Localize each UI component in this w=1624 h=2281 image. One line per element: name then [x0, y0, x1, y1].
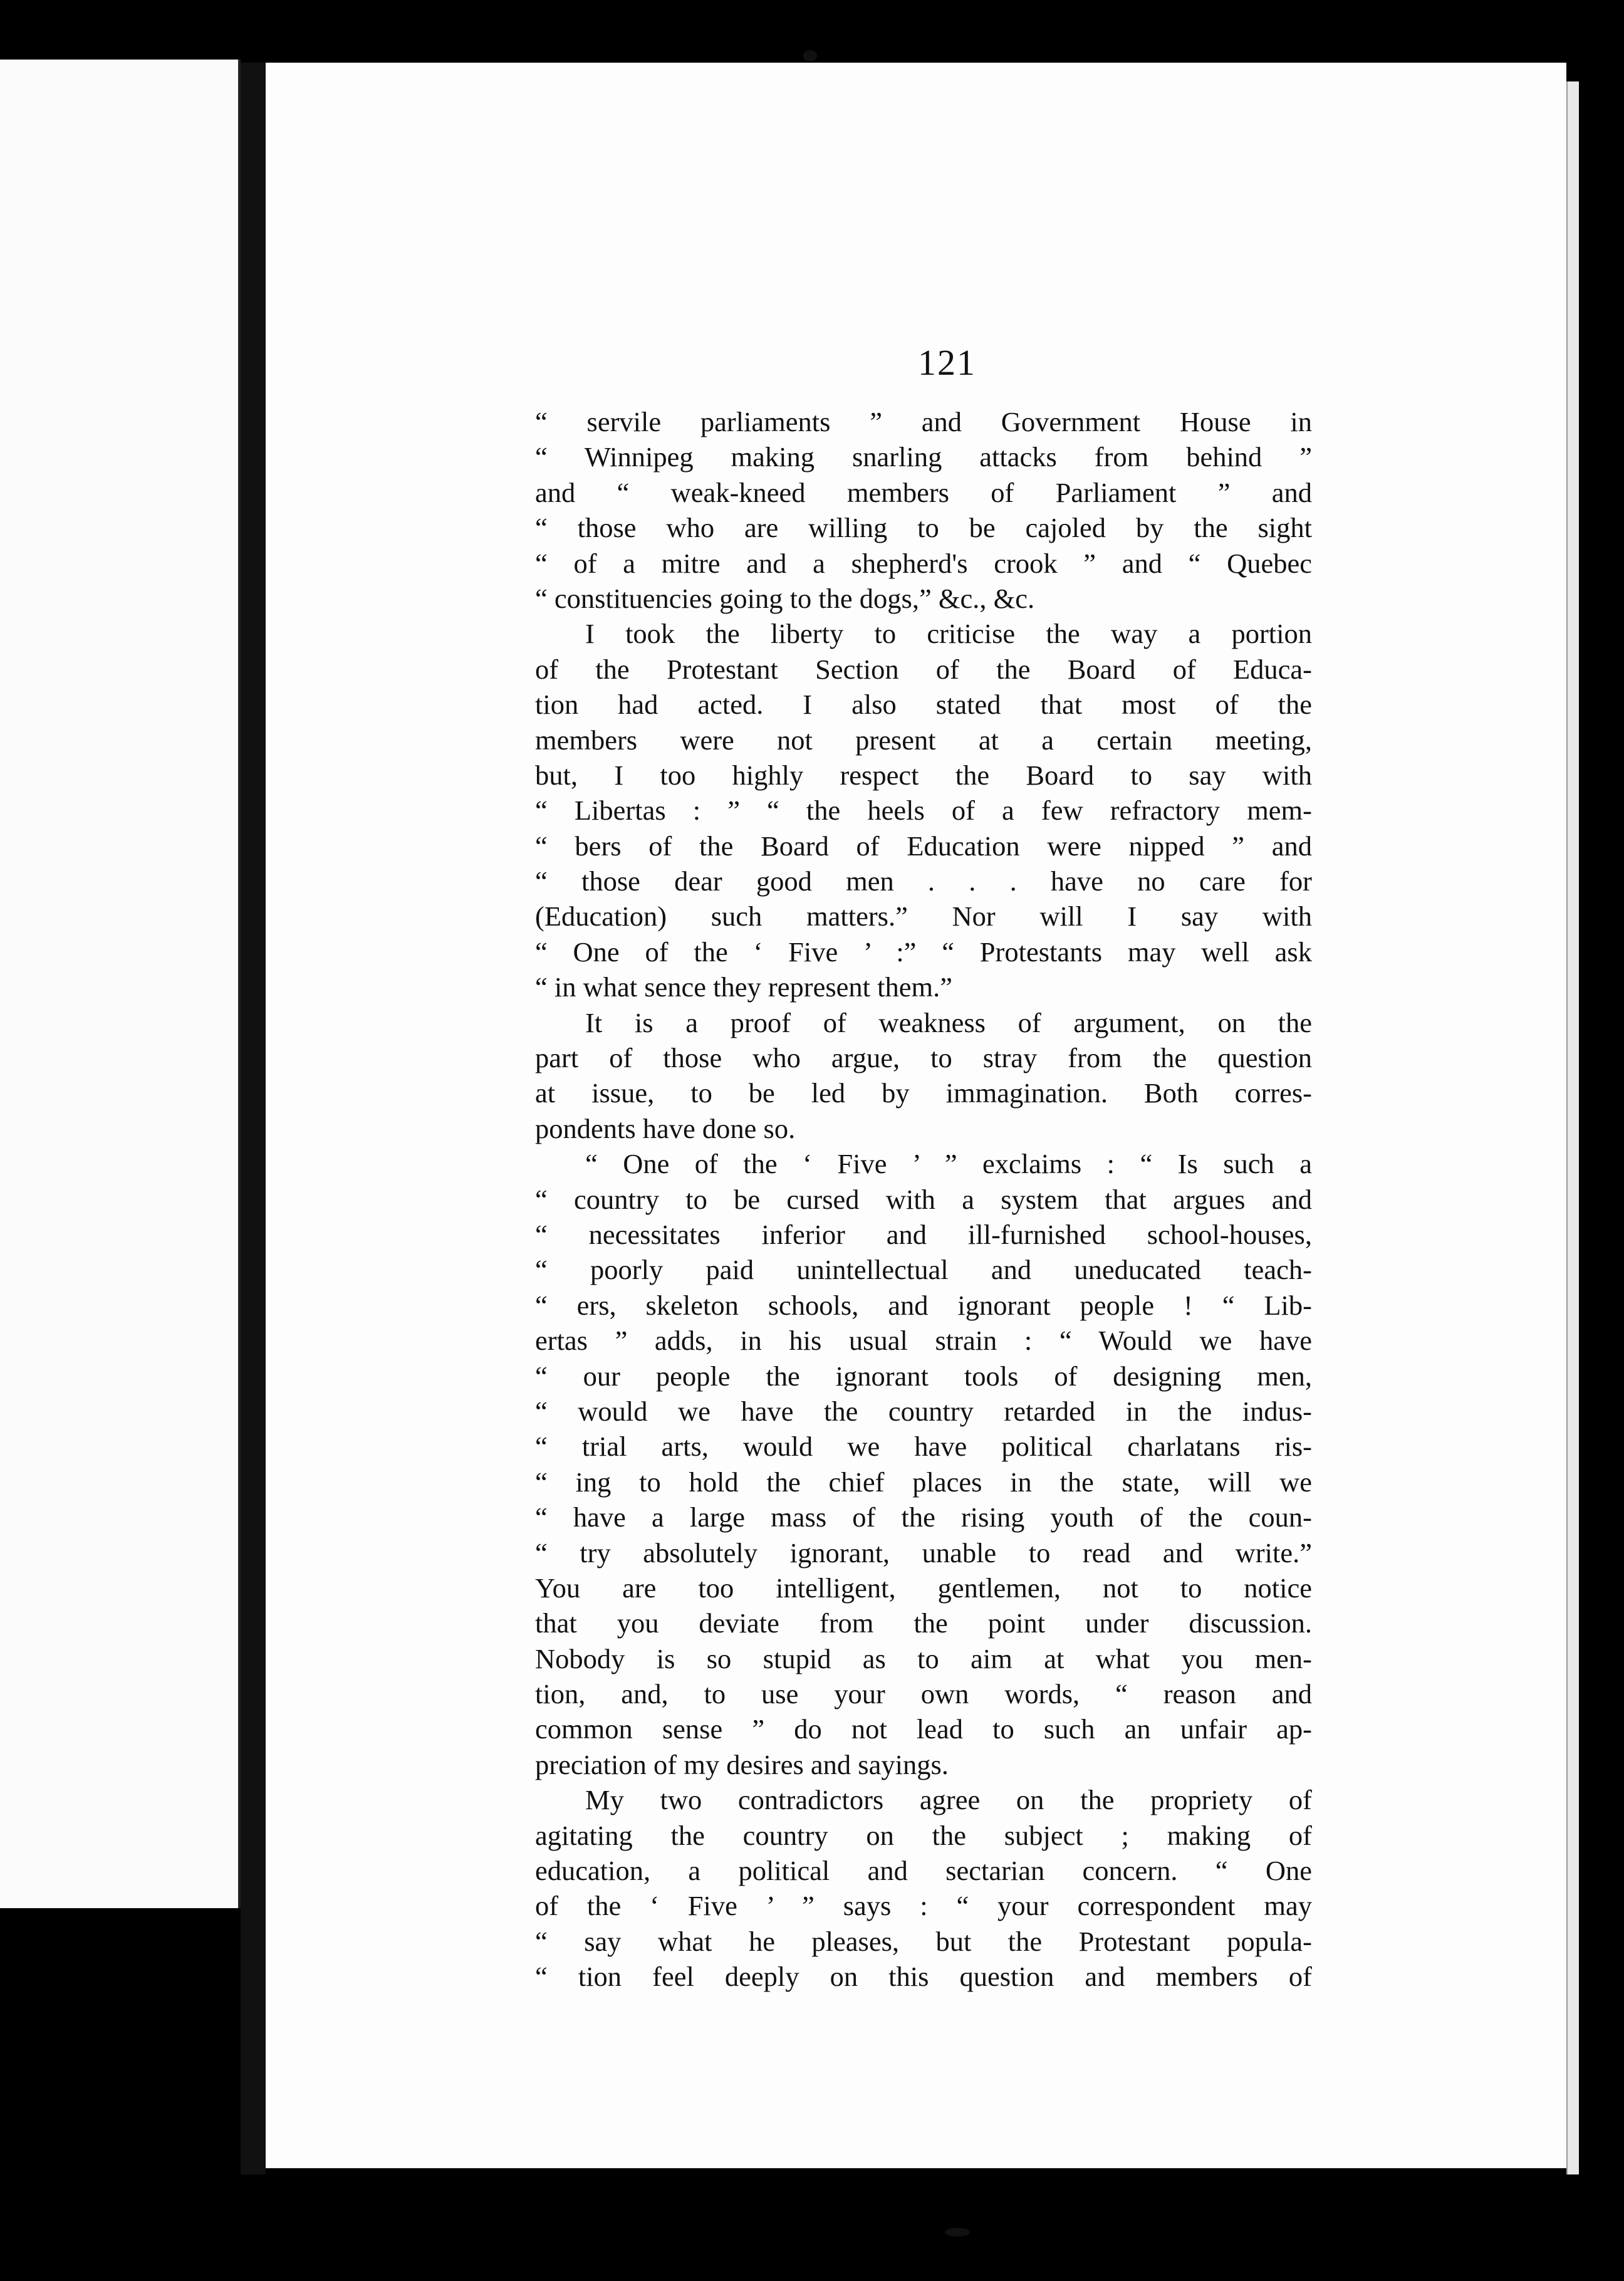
text-line: “ constituencies going to the dogs,” &c., &c. [535, 582, 1035, 614]
text-line: “ trial arts, would we have political charlatans ris- [535, 1431, 1312, 1463]
text-line: preciation of my desires and sayings. [535, 1748, 949, 1780]
text-line: “ try absolutely ignorant, unable to read and write.” [535, 1537, 1312, 1569]
page-number: 121 [918, 342, 976, 383]
text-line: “ poorly paid unintellectual and uneducated teach- [535, 1254, 1312, 1286]
text-line: ertas ” adds, in his usual strain : “ Would we have [535, 1325, 1312, 1357]
left-facing-page [0, 60, 241, 1908]
text-line: of the Protestant Section of the Board of Educa- [535, 653, 1312, 685]
text-line: “ those who are willing to be cajoled by the sight [535, 512, 1312, 544]
scan-speck [803, 50, 817, 61]
text-line: “ say what he pleases, but the Protestant popula- [535, 1925, 1312, 1957]
text-line: education, a political and sectarian concern. “ One [535, 1855, 1312, 1887]
text-line: tion, and, to use your own words, “ reason and [535, 1678, 1312, 1710]
text-line: “ would we have the country retarded in the indus- [535, 1395, 1312, 1427]
text-line: You are too intelligent, gentlemen, not to notice [535, 1572, 1312, 1604]
text-line: “ those dear good men . . . have no care for [535, 865, 1312, 897]
text-line: I took the liberty to criticise the way a portion [585, 618, 1312, 650]
text-line: “ One of the ‘ Five ’ ” exclaims : “ Is such a [585, 1148, 1312, 1180]
text-line: “ ers, skeleton schools, and ignorant people ! “ Lib- [535, 1289, 1312, 1321]
text-line: members were not present at a certain meeting, [535, 724, 1312, 756]
text-line: “ One of the ‘ Five ’ :” “ Protestants may well ask [535, 936, 1312, 968]
text-line: “ country to be cursed with a system that argues and [535, 1183, 1312, 1215]
text-line: It is a proof of weakness of argument, on the [585, 1006, 1312, 1038]
text-line: at issue, to be led by immagination. Both corres- [535, 1077, 1312, 1109]
text-line: of the ‘ Five ’ ” says : “ your correspondent may [535, 1890, 1312, 1922]
text-line: “ necessitates inferior and ill-furnished school-houses, [535, 1218, 1312, 1250]
text-line: “ servile parliaments ” and Government House in [535, 406, 1312, 437]
text-line: “ Winnipeg making snarling attacks from behind ” [535, 441, 1312, 473]
book-gutter [241, 63, 266, 2174]
text-line: “ ing to hold the chief places in the state, will we [535, 1466, 1312, 1498]
text-line: part of those who argue, to stray from the question [535, 1042, 1312, 1074]
text-line: pondents have done so. [535, 1112, 796, 1144]
body-text [535, 404, 1312, 1995]
text-line: “ our people the ignorant tools of designing men, [535, 1360, 1312, 1392]
text-line: common sense ” do not lead to such an unfair ap- [535, 1713, 1312, 1745]
text-line: (Education) such matters.” Nor will I say with [535, 900, 1312, 932]
text-line: tion had acted. I also stated that most of the [535, 689, 1312, 721]
text-line: Nobody is so stupid as to aim at what you men- [535, 1642, 1312, 1674]
scan-speck [945, 2228, 970, 2237]
text-line: and “ weak-kneed members of Parliament ” and [535, 476, 1312, 508]
text-line: “ have a large mass of the rising youth of the coun- [535, 1501, 1312, 1533]
text-line: that you deviate from the point under discussion. [535, 1607, 1312, 1639]
text-line: “ bers of the Board of Education were nipped ” and [535, 830, 1312, 862]
page-edge [1566, 81, 1579, 2174]
text-line: “ Libertas : ” “ the heels of a few refractory mem- [535, 795, 1312, 827]
text-line: My two contradictors agree on the propriety of [585, 1784, 1312, 1816]
text-line: “ in what sence they represent them.” [535, 971, 952, 1003]
text-line: but, I too highly respect the Board to say with [535, 759, 1312, 791]
text-line: agitating the country on the subject ; making of [535, 1819, 1312, 1851]
text-line: “ tion feel deeply on this question and members of [535, 1961, 1312, 1993]
text-line: “ of a mitre and a shepherd's crook ” and “ Quebec [535, 547, 1312, 579]
